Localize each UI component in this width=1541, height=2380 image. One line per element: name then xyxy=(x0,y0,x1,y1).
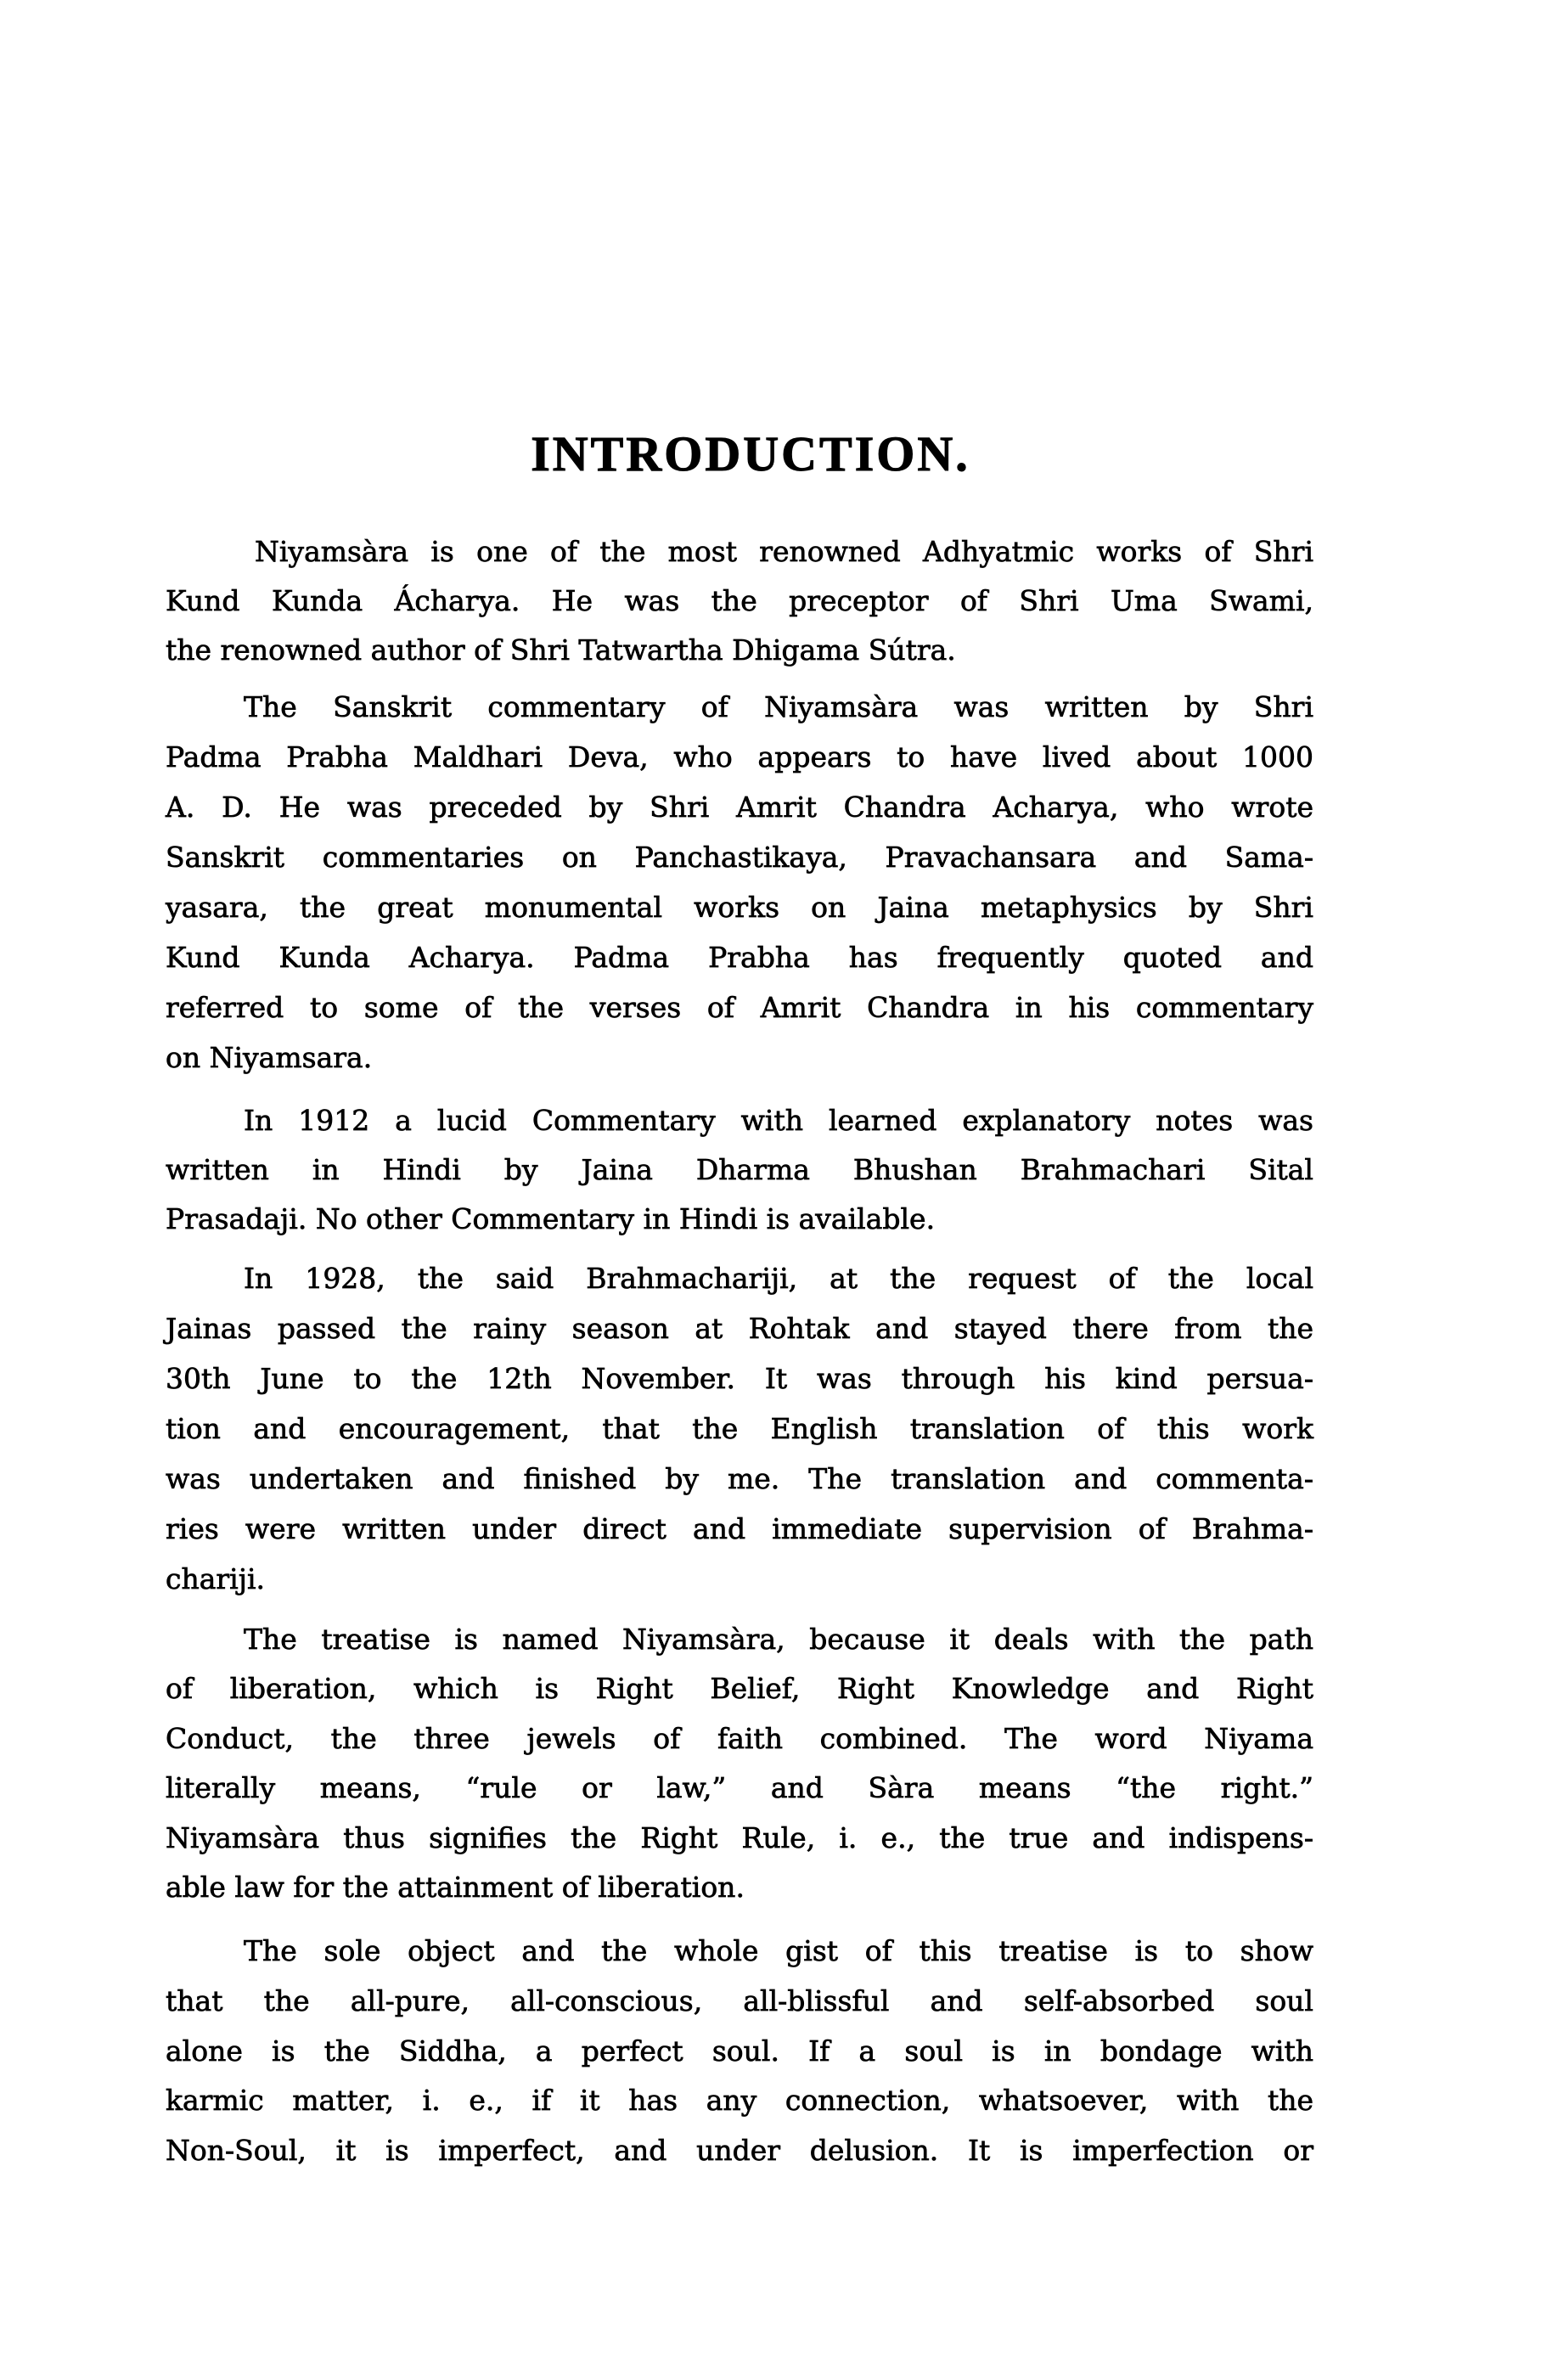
paragraph-4 xyxy=(166,1253,1313,1604)
text-line: Niyamsàra thus signifies the Right Rule, i. e., the true and indispens- xyxy=(166,1820,1313,1854)
text-line: referred to some of the verses of Amrit Chandra in his commentary xyxy=(166,991,1313,1024)
text-line: of liberation, which is Right Belief, Right Knowledge and Right xyxy=(166,1672,1313,1706)
text-line: The Sanskrit commentary of Niyamsàra was written by Shri xyxy=(244,690,1313,723)
text-line: able law for the attainment of liberation. xyxy=(166,1870,745,1904)
text-line: on Niyamsara. xyxy=(166,1041,373,1074)
text-line: literally means, “rule or law,” and Sàra means “the right.” xyxy=(166,1771,1313,1805)
paragraph-6 xyxy=(166,1927,1313,2176)
text-line: was undertaken and finished by me. The translation and commenta- xyxy=(166,1462,1313,1495)
text-line: ries were written under direct and immediate supervision of Brahma- xyxy=(166,1512,1313,1545)
text-line: The treatise is named Niyamsàra, because it deals with the path xyxy=(244,1623,1313,1656)
text-line: Kund Kunda Ácharya. He was the preceptor of Shri Uma Swami, xyxy=(166,584,1313,617)
text-line: The sole object and the whole gist of this treatise is to show xyxy=(244,1934,1313,1967)
text-line: Kund Kunda Acharya. Padma Prabha has frequently quoted and xyxy=(166,941,1313,974)
paragraph-1 xyxy=(166,527,1313,675)
page-title: INTRODUCTION. xyxy=(531,426,970,481)
text-line: In 1912 a lucid Commentary with learned explanatory notes was xyxy=(244,1104,1313,1137)
text-line: Sanskrit commentaries on Panchastikaya, Pravachansara and Sama- xyxy=(166,841,1313,874)
text-line: In 1928, the said Brahmachariji, at the request of the local xyxy=(244,1262,1313,1295)
text-line: Conduct, the three jewels of faith combined. The word Niyama xyxy=(166,1721,1313,1755)
text-line: Jainas passed the rainy season at Rohtak and stayed there from the xyxy=(166,1312,1313,1345)
text-line: yasara, the great monumental works on Jaina metaphysics by Shri xyxy=(166,891,1313,924)
text-line: A. D. He was preceded by Shri Amrit Chandra Acharya, who wrote xyxy=(166,791,1313,824)
paragraph-2 xyxy=(166,682,1313,1083)
text-line: tion and encouragement, that the English translation of this work xyxy=(166,1412,1313,1445)
text-line: 30th June to the 12th November. It was through his kind persua- xyxy=(166,1362,1313,1395)
text-line: karmic matter, i. e., if it has any connection, whatsoever, with the xyxy=(166,2084,1313,2118)
text-line: that the all-pure, all-conscious, all-blissful and self-absorbed soul xyxy=(166,1983,1313,2017)
text-line: Niyamsàra is one of the most renowned Adhyatmic works of Shri xyxy=(255,535,1313,568)
text-line: Prasadaji. No other Commentary in Hindi is available. xyxy=(166,1202,936,1235)
text-line: alone is the Siddha, a perfect soul. If a soul is in bondage with xyxy=(166,2034,1313,2068)
text-line: Non-Soul, it is imperfect, and under delusion. It is imperfection or xyxy=(166,2134,1313,2167)
text-line: Padma Prabha Maldhari Deva, who appears to have lived about 1000 xyxy=(166,740,1313,774)
text-line: the renowned author of Shri Tatwartha Dhigama Sútra. xyxy=(166,633,956,667)
paragraph-5 xyxy=(166,1615,1313,1912)
text-line: chariji. xyxy=(166,1562,266,1595)
text-line: written in Hindi by Jaina Dharma Bhushan Brahmachari Sital xyxy=(166,1153,1313,1186)
paragraph-3 xyxy=(166,1096,1313,1244)
